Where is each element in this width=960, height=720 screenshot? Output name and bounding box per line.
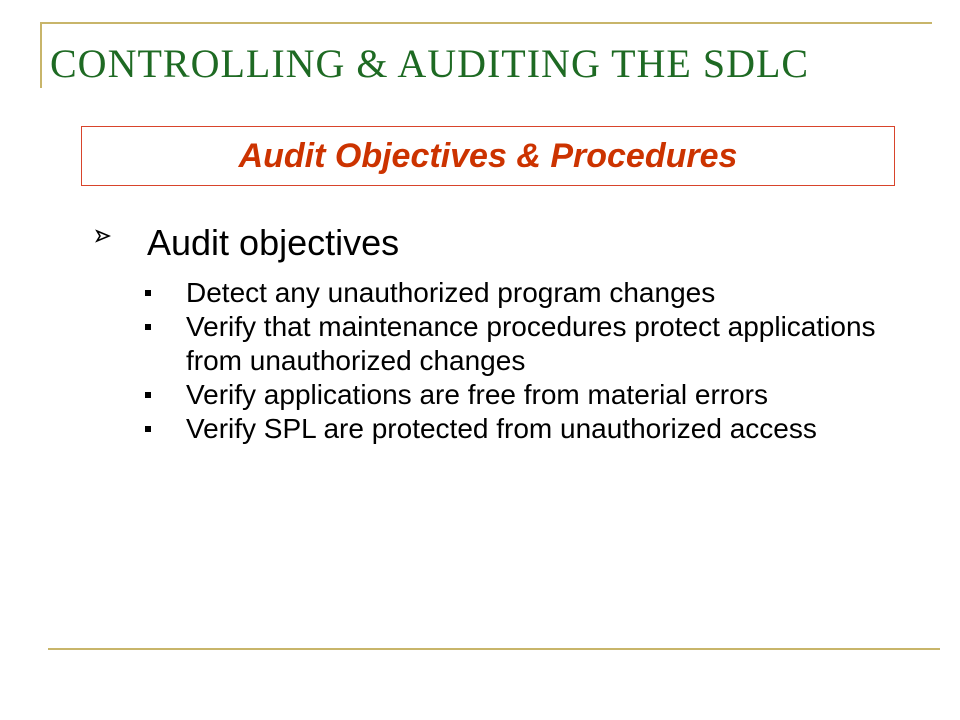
list-item: [145, 378, 925, 412]
section-heading: Audit objectives: [147, 222, 400, 263]
list-item-text: Verify applications are free from material errors: [186, 379, 768, 410]
square-bullet-icon: [145, 426, 151, 432]
top-rule: [40, 22, 932, 24]
left-rule: [40, 22, 42, 88]
list-item-text: Verify that maintenance procedures protect applications from unauthorized changes: [186, 311, 876, 376]
subtitle-box: [81, 126, 895, 186]
slide-title: CONTROLLING & AUDITING THE SDLC: [50, 41, 810, 86]
list-item: [145, 310, 925, 378]
bullet-list: [145, 276, 925, 446]
list-item-text: Verify SPL are protected from unauthorized access: [186, 413, 817, 444]
list-item: [145, 276, 925, 310]
list-item-text: Detect any unauthorized program changes: [186, 277, 716, 308]
arrow-bullet-icon: [95, 222, 117, 250]
square-bullet-icon: [145, 392, 151, 398]
square-bullet-icon: [145, 290, 151, 296]
square-bullet-icon: [145, 324, 151, 330]
heading-row: [95, 222, 400, 263]
subtitle-text: Audit Objectives & Procedures: [238, 136, 738, 175]
list-item: [145, 412, 925, 446]
bottom-rule: [48, 648, 940, 650]
